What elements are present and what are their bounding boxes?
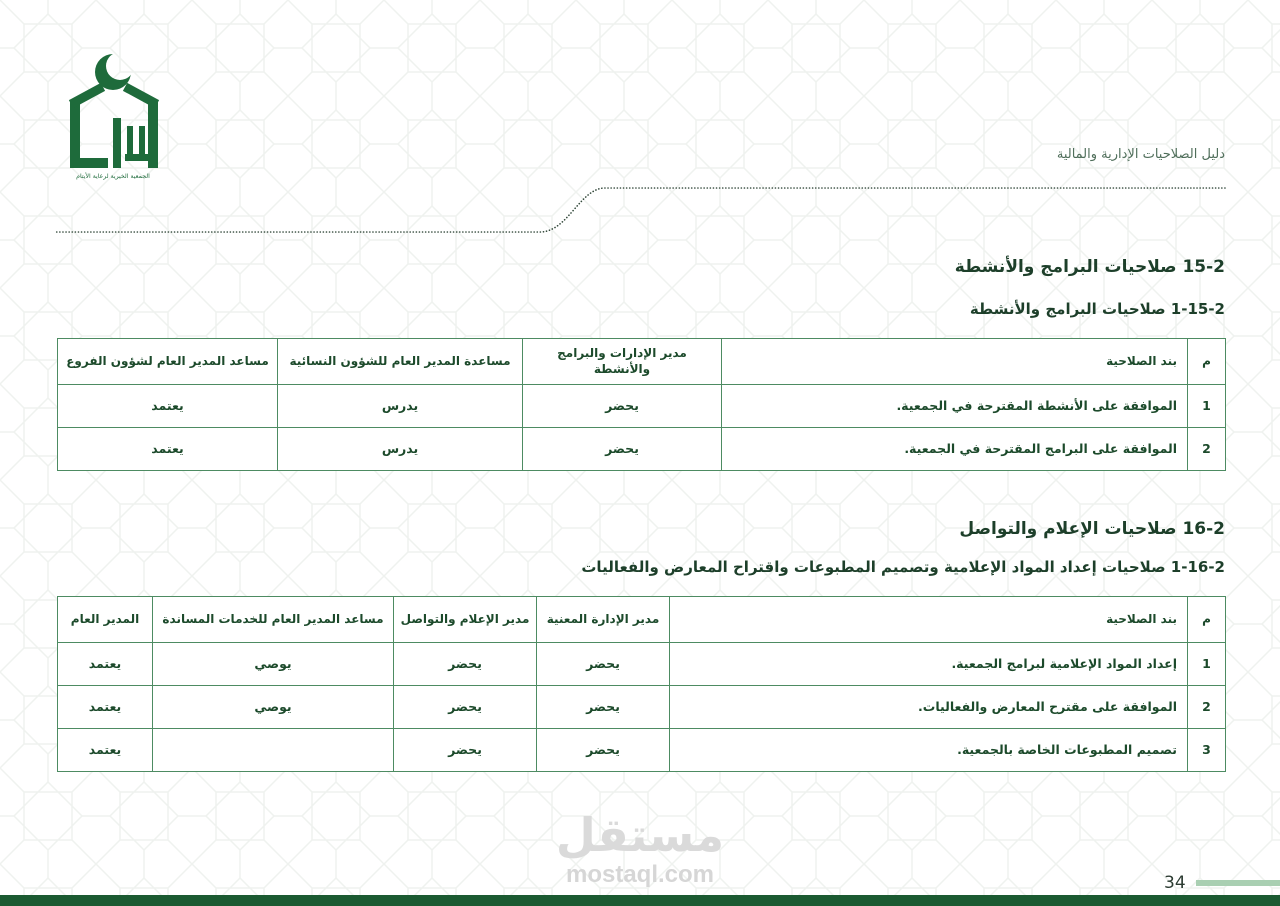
column-header-number: م [1188,597,1226,643]
table-header-row [58,339,1226,385]
header-divider [0,0,1280,260]
permissions-table-media [57,596,1226,772]
table-row [58,729,1226,772]
authority-cell: يحضر [523,428,722,471]
logo-caption: الجمعية الخيرية لرعاية الأيتام [76,173,150,180]
authority-cell: يحضر [394,729,537,772]
authority-cell: يحضر [523,385,722,428]
permission-item-cell: إعداد المواد الإعلامية لبرامج الجمعية. [670,643,1188,686]
permission-item-cell: تصميم المطبوعات الخاصة بالجمعية. [670,729,1188,772]
authority-cell: يحضر [394,643,537,686]
section-subheading: 1-16-2 صلاحيات إعداد المواد الإعلامية وتصميم المطبوعات واقتراح المعارض والفعاليات [581,558,1225,576]
column-header-item: بند الصلاحية [670,597,1188,643]
authority-cell: يعتمد [58,729,153,772]
permissions-table-programs [57,338,1226,471]
watermark-brand: مستقل [555,808,725,862]
permission-item-cell: الموافقة على الأنشطة المقترحة في الجمعية. [722,385,1188,428]
authority-cell: يعتمد [58,428,278,471]
table-row [58,385,1226,428]
authority-cell: يدرس [278,428,523,471]
authority-cell: يحضر [394,686,537,729]
permission-item-cell: الموافقة على البرامج المقترحة في الجمعية. [722,428,1188,471]
authority-cell [153,729,394,772]
table-row [58,643,1226,686]
authority-cell: يوصي [153,686,394,729]
permission-item-cell: الموافقة على مقترح المعارض والفعاليات. [670,686,1188,729]
column-header-role: مدير الإدارة المعنية [537,597,670,643]
column-header-role: مدير الإدارات والبرامج والأنشطة [523,339,722,385]
table-header-row [58,597,1226,643]
row-number-cell: 2 [1188,428,1226,471]
column-header-item: بند الصلاحية [722,339,1188,385]
page-number-accent-bar [1196,880,1280,886]
footer-bar [0,895,1280,906]
column-header-number: م [1188,339,1226,385]
column-header-role: مساعد المدير العام للخدمات المساندة [153,597,394,643]
column-header-role: مدير الإعلام والتواصل [394,597,537,643]
column-header-role: مساعدة المدير العام للشؤون النسائية [278,339,523,385]
row-number-cell: 1 [1188,385,1226,428]
authority-cell: يعتمد [58,643,153,686]
section-subheading: 1-15-2 صلاحيات البرامج والأنشطة [969,300,1225,318]
section-heading: 15-2 صلاحيات البرامج والأنشطة [954,257,1225,277]
column-header-role: المدير العام [58,597,153,643]
row-number-cell: 1 [1188,643,1226,686]
authority-cell: يحضر [537,729,670,772]
running-title: دليل الصلاحيات الإدارية والمالية [1056,147,1225,162]
page-number: 34 [1164,873,1186,893]
authority-cell: يوصي [153,643,394,686]
authority-cell: يحضر [537,686,670,729]
watermark-url: mostaql.com [565,861,715,888]
table-row [58,686,1226,729]
authority-cell: يعتمد [58,686,153,729]
section-heading: 16-2 صلاحيات الإعلام والتواصل [959,519,1225,539]
table-row [58,428,1226,471]
authority-cell: يحضر [537,643,670,686]
column-header-role: مساعد المدير العام لشؤون الفروع [58,339,278,385]
row-number-cell: 3 [1188,729,1226,772]
authority-cell: يدرس [278,385,523,428]
authority-cell: يعتمد [58,385,278,428]
row-number-cell: 2 [1188,686,1226,729]
